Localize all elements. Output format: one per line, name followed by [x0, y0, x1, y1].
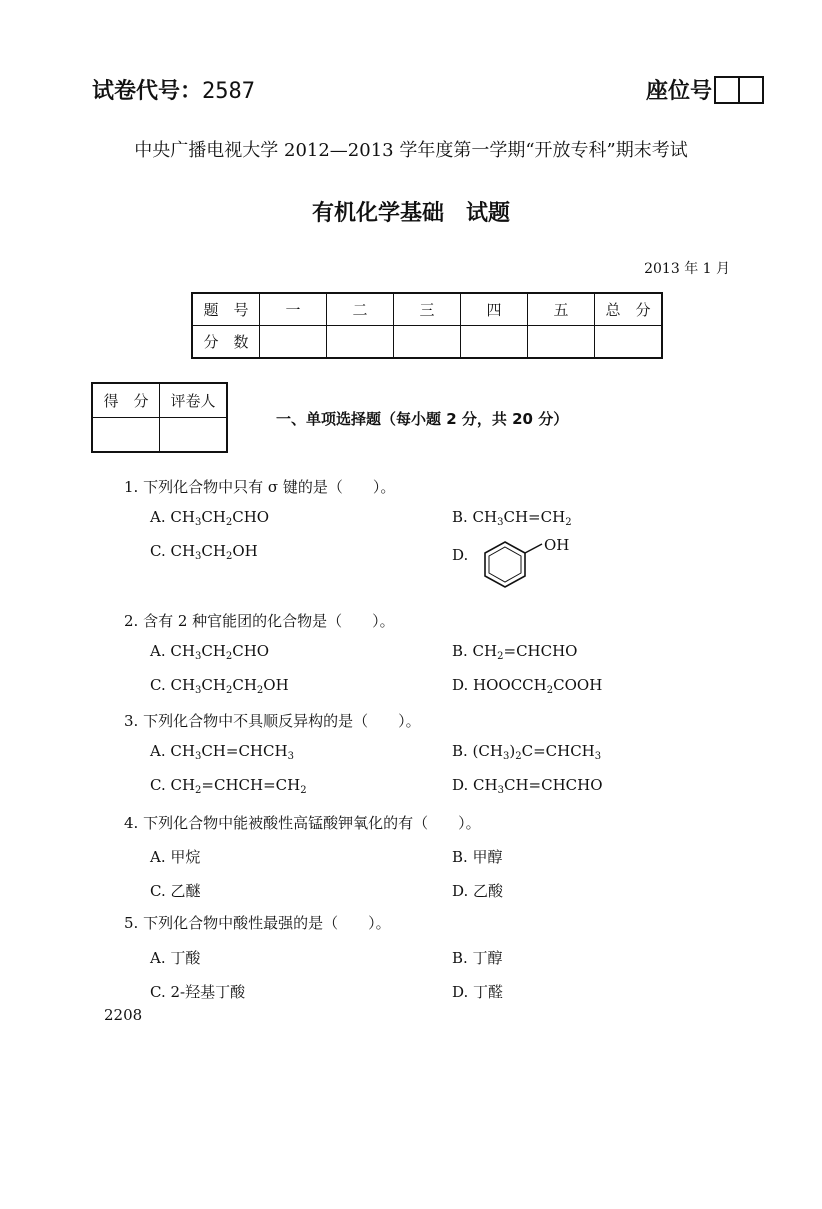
question-3: 3. 下列化合物中不具顺反异构的是（ ）。: [124, 712, 421, 730]
q3-option-c[interactable]: C. $CH_2=CHCH=CH_2$: [150, 776, 307, 796]
phenol-structure-icon: [480, 536, 580, 596]
q5-option-d[interactable]: D. 丁醛: [452, 983, 504, 1001]
exam-code: [92, 74, 255, 105]
seat-number-boxes: [714, 76, 764, 104]
score-cell[interactable]: [327, 326, 394, 359]
q2-option-b[interactable]: B. $CH_2=CHCHO$: [452, 642, 578, 662]
score-col-5: 五: [528, 293, 595, 326]
q2-option-c[interactable]: C. $CH_3CH_2CH_2OH$: [150, 676, 289, 696]
exam-code-value: 2587: [202, 79, 255, 104]
score-col-2: 二: [327, 293, 394, 326]
q3-option-d[interactable]: D. $CH_3CH=CHCHO$: [452, 776, 603, 796]
seat-number: [646, 74, 764, 105]
grader-name-label: 评卷人: [160, 383, 228, 418]
score-row-label: 题 号: [192, 293, 260, 326]
question-2: 2. 含有 2 种官能团的化合物是（ ）。: [124, 612, 395, 630]
q5-option-b[interactable]: B. 丁醇: [452, 949, 503, 967]
phenol-oh-label: OH: [544, 536, 570, 554]
section-title: 一、单项选择题（每小题 2 分，共 20 分）: [276, 410, 569, 428]
score-col-4: 四: [461, 293, 528, 326]
grader-score-label: 得 分: [92, 383, 160, 418]
exam-header: 中央广播电视大学 2012—2013 学年度第一学期“开放专科”期末考试: [134, 140, 688, 161]
question-4: 4. 下列化合物中能被酸性高锰酸钾氧化的有（ ）。: [124, 814, 481, 832]
q1-option-b[interactable]: B. $CH_3CH=CH_2$: [452, 508, 572, 528]
q1-option-d-label: D.: [452, 546, 469, 564]
q4-option-c[interactable]: C. 乙醚: [150, 882, 201, 900]
score-col-total: 总 分: [595, 293, 663, 326]
grader-table: [91, 382, 228, 453]
grader-header-row: [92, 383, 227, 418]
q2-option-d[interactable]: D. $HOOCCH_2COOH$: [452, 676, 603, 696]
score-cell[interactable]: [528, 326, 595, 359]
q5-option-c[interactable]: C. 2-羟基丁酸: [150, 983, 246, 1001]
q4-option-d[interactable]: D. 乙酸: [452, 882, 504, 900]
grader-name-cell[interactable]: [160, 418, 228, 453]
score-table-header-row: [192, 293, 662, 326]
score-table-value-row: [192, 326, 662, 359]
q4-option-a[interactable]: A. 甲烷: [150, 848, 201, 866]
q3-option-b[interactable]: B. $(CH_3)_2C=CHCH_3$: [452, 742, 602, 762]
score-cell[interactable]: [595, 326, 663, 359]
grader-value-row: [92, 418, 227, 453]
score-col-3: 三: [394, 293, 461, 326]
q1-option-c[interactable]: C. $CH_3CH_2OH$: [150, 542, 258, 562]
exam-code-label: 试卷代号：: [92, 79, 203, 104]
seat-label: 座位号: [645, 79, 712, 104]
q2-option-a[interactable]: A. $CH_3CH_2CHO$: [150, 642, 270, 662]
q1-option-a[interactable]: A. $CH_3CH_2CHO$: [150, 508, 270, 528]
q1-option-d[interactable]: [452, 546, 468, 564]
score-cell[interactable]: [461, 326, 528, 359]
score-cell[interactable]: [394, 326, 461, 359]
q3-option-a[interactable]: A. $CH_3CH=CHCH_3$: [150, 742, 294, 762]
seat-box: [716, 78, 738, 102]
q4-option-b[interactable]: B. 甲醇: [452, 848, 503, 866]
question-5: 5. 下列化合物中酸性最强的是（ ）。: [124, 914, 391, 932]
seat-box: [738, 78, 762, 102]
q5-option-a[interactable]: A. 丁酸: [150, 949, 201, 967]
score-cell[interactable]: [260, 326, 327, 359]
exam-title: 有机化学基础 试题: [311, 201, 510, 226]
exam-date: 2013 年 1 月: [644, 261, 730, 277]
score-table: [191, 292, 663, 359]
score-row-label: 分 数: [192, 326, 260, 359]
question-1: 1. 下列化合物中只有 σ 键的是（ ）。: [124, 478, 396, 496]
score-col-1: 一: [260, 293, 327, 326]
grader-score-cell[interactable]: [92, 418, 160, 453]
page-code: 2208: [104, 1006, 143, 1024]
